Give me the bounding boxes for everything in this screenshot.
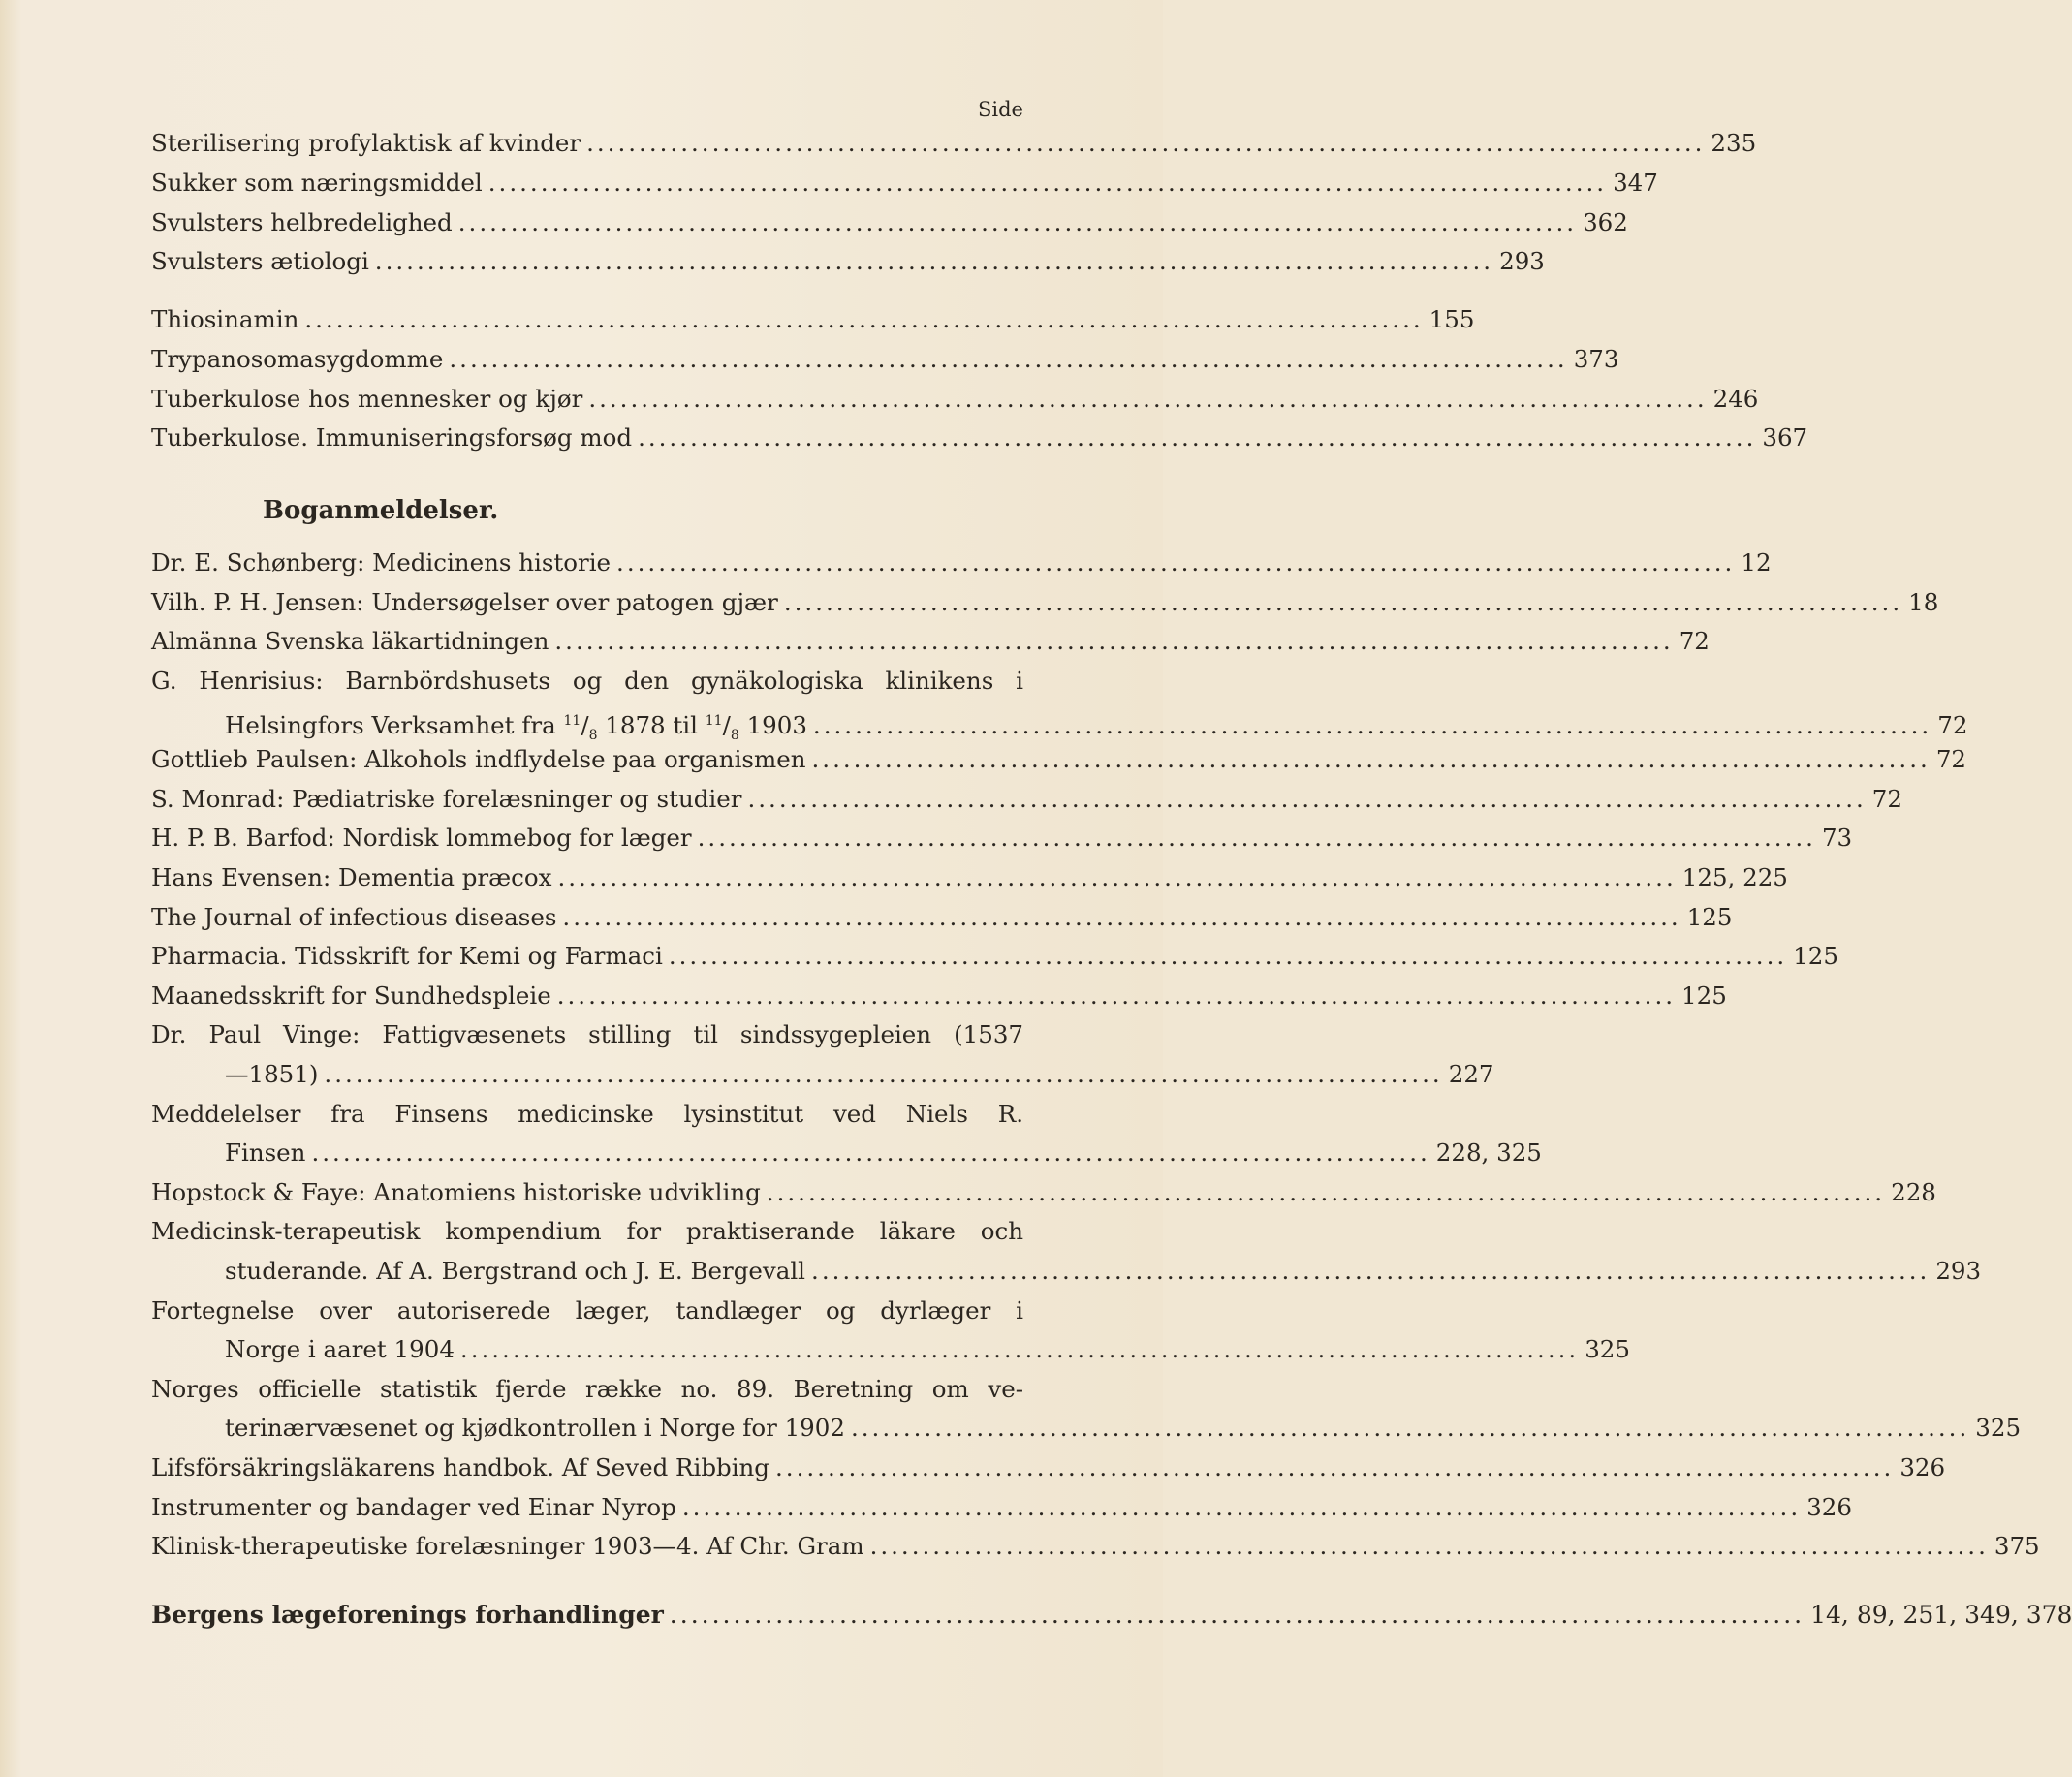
index-entry: Trypanosomasygdomme ........................................................................................................... 373 (151, 345, 1619, 373)
review-entry: Hopstock & Faye: Anatomiens historiske udvikling ........................................................................................................... 228 (151, 1178, 1936, 1206)
review-entry-line2: Norge i aaret 1904 ........................................................................................................... 325 (225, 1335, 1630, 1363)
review-entry: Almänna Svenska läkartidningen ........................................................................................................... 72 (151, 627, 1710, 655)
review-entry: Hans Evensen: Dementia præcox ........................................................................................................... 125, 225 (151, 863, 1788, 891)
review-entry: Klinisk-therapeutiske forelæsninger 1903—4. Af Chr. Gram ........................................................................................................... 375 (151, 1532, 2040, 1560)
index-entry: Thiosinamin ........................................................................................................... 155 (151, 305, 1475, 333)
review-entry-line2: Finsen ........................................................................................................... 228, 325 (225, 1138, 1542, 1167)
review-entry-line1: G. Henrisius: Barnbördshusets og den gynäkologiska klinikens i (151, 667, 1023, 695)
review-entry: The Journal of infectious diseases ........................................................................................................... 125 (151, 903, 1733, 931)
section-heading: Boganmeldelser. (263, 496, 499, 525)
review-entry-line1: Fortegnelse over autoriserede læger, tandlæger og dyrlæger i (151, 1296, 1023, 1325)
review-entry-line1: Norges officielle statistik fjerde række no. 89. Beretning om ve- (151, 1375, 1023, 1403)
review-entry: Pharmacia. Tidsskrift for Kemi og Farmaci ........................................................................................................... 125 (151, 942, 1838, 970)
review-entry: Dr. E. Schønberg: Medicinens historie ........................................................................................................... 12 (151, 548, 1772, 577)
side-column-label: Side (978, 98, 1023, 121)
review-entry: Lifsförsäkringsläkarens handbok. Af Seved Ribbing ........................................................................................................... 326 (151, 1453, 1946, 1481)
review-entry-line1: Dr. Paul Vinge: Fattigvæsenets stilling til sindssygepleien (1537 (151, 1020, 1023, 1048)
review-entry: Gottlieb Paulsen: Alkohols indflydelse paa organismen ........................................................................................................... 72 (151, 745, 1966, 773)
index-entry: Sukker som næringsmiddel ........................................................................................................... 347 (151, 169, 1658, 197)
review-entry-line2: terinærvæsenet og kjødkontrollen i Norge for 1902 ........................................................................................................... 325 (225, 1414, 2022, 1442)
review-entry: Instrumenter og bandager ved Einar Nyrop ........................................................................................................... 326 (151, 1493, 1852, 1521)
index-entry: Tuberkulose. Immuniseringsforsøg mod ........................................................................................................... 367 (151, 423, 1808, 452)
review-entry-line1: Medicinsk-terapeutisk kompendium for praktiserande läkare och (151, 1217, 1023, 1245)
review-entry-line2: studerande. Af A. Bergstrand och J. E. Bergevall ........................................................................................................... 293 (225, 1257, 1982, 1285)
index-entry: Svulsters ætiologi ........................................................................................................... 293 (151, 247, 1545, 275)
review-entry: S. Monrad: Pædiatriske forelæsninger og studier ........................................................................................................... 72 (151, 785, 1902, 813)
review-entry-line1: Meddelelser fra Finsens medicinske lysinstitut ved Niels R. (151, 1100, 1023, 1128)
review-entry: H. P. B. Barfod: Nordisk lommebog for læger ........................................................................................................... 73 (151, 824, 1853, 852)
review-entry-line2: Helsingfors Verksamhet fra $^{11}/_8$ 1878 til $^{11}/_8$ 1903 ........................................................................................................... 72 (225, 711, 1968, 744)
index-entry: Svulsters helbredelighed ........................................................................................................... 362 (151, 208, 1628, 236)
review-entry: Vilh. P. H. Jensen: Undersøgelser over patogen gjær ........................................................................................................... 18 (151, 588, 1939, 616)
index-entry: Sterilisering profylaktisk af kvinder ........................................................................................................... 235 (151, 129, 1757, 157)
review-entry: Maanedsskrift for Sundhedspleie ........................................................................................................... 125 (151, 982, 1727, 1010)
final-entry: Bergens lægeforenings forhandlinger ........................................................................................................... 14, 89, 251, 349, 378 (151, 1601, 2072, 1629)
review-entry-line2: —1851) ........................................................................................................... 227 (225, 1060, 1494, 1088)
index-entry: Tuberkulose hos mennesker og kjør ........................................................................................................... 246 (151, 385, 1759, 413)
